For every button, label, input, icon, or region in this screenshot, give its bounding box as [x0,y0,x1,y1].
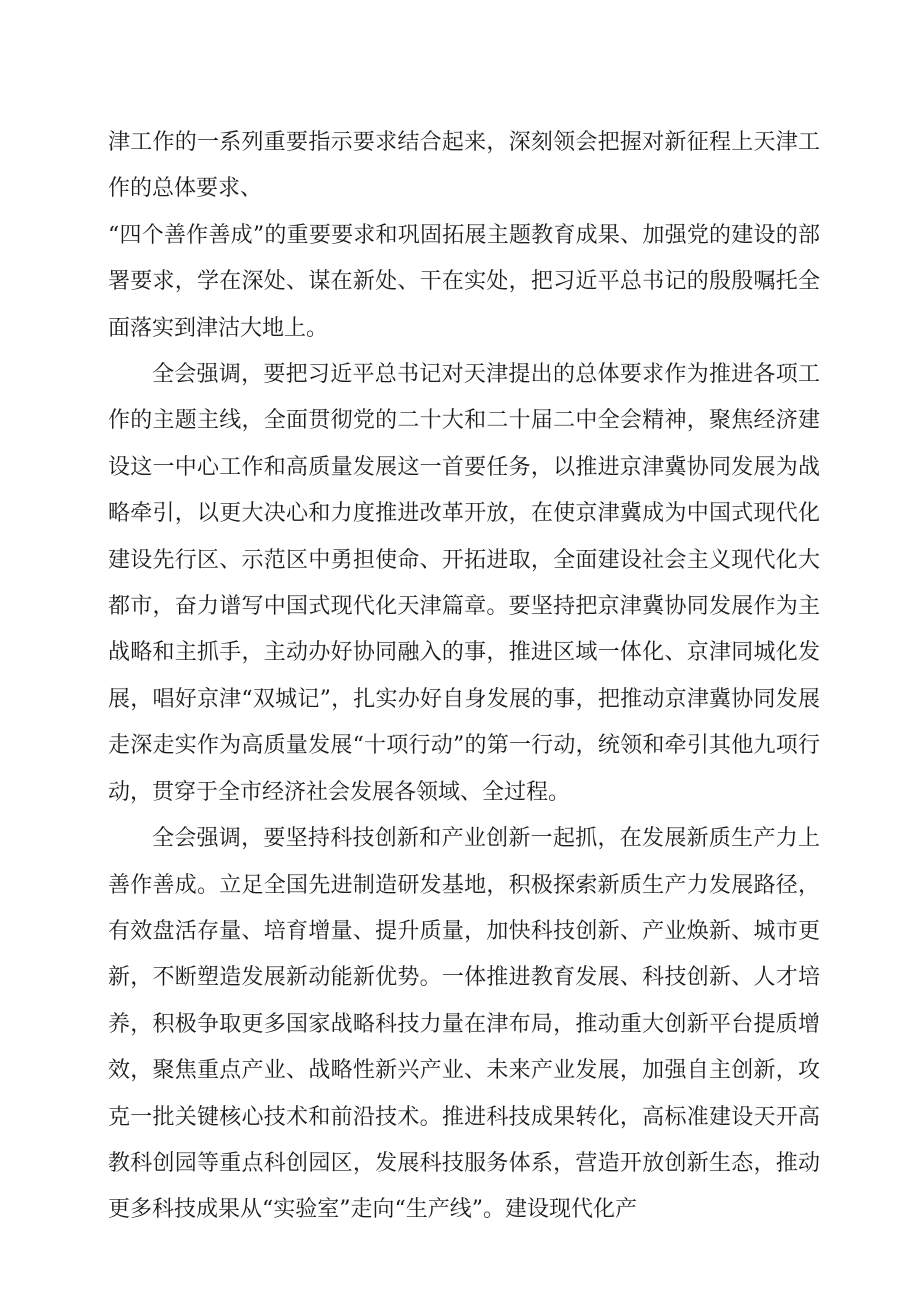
paragraph-plenary-tech-innovation: 全会强调，要坚持科技创新和产业创新一起抓，在发展新质生产力上善作善成。立足全国先进制造研发基地，积极探索新质生产力发展路径，有效盘活存量、培育增量、提升质量，加快科技创新、产业焕新、城市更新，不断塑造发展新动能新优势。一体推进教育发展、科技创新、人才培养，积极争取更多国家战略科技力量在津布局，推动重大创新平台提质增效，聚焦重点产业、战略性新兴产业、未来产业发展，加强自主创新，攻克一批关键核心技术和前沿技术。推进科技成果转化，高标准建设天开高教科创园等重点科创园区，发展科技服务体系，营造开放创新生态，推动更多科技成果从“实验室”走向“生产线”。建设现代化产 [108,826,820,1223]
paragraph-four-requirements: “四个善作善成”的重要要求和巩固拓展主题教育成果、加强党的建设的部署要求，学在深处、谋在新处、干在实处，把习近平总书记的殷殷嘱托全面落实到津沽大地上。 [108,222,820,341]
paragraph-plenary-main-line: 全会强调，要把习近平总书记对天津提出的总体要求作为推进各项工作的主题主线，全面贯彻党的二十大和二十届二中全会精神，聚焦经济建设这一中心工作和高质量发展这一首要任务，以推进京津冀协同发展为战略牵引，以更大决心和力度推进改革开放，在使京津冀成为中国式现代化建设先行区、示范区中勇担使命、开拓进取，全面建设社会主义现代化大都市，奋力谱写中国式现代化天津篇章。要坚持把京津冀协同发展作为主战略和主抓手，主动办好协同融入的事，推进区域一体化、京津同城化发展，唱好京津“双城记”，扎实办好自身发展的事，把推动京津冀协同发展走深走实作为高质量发展“十项行动”的第一行动，统领和牵引其他九项行动，贯穿于全市经济社会发展各领域、全过程。 [108,362,820,805]
body-text [108,120,820,1234]
paragraph-continuation: 津工作的一系列重要指示要求结合起来，深刻领会把握对新征程上天津工作的总体要求、 [108,130,820,202]
